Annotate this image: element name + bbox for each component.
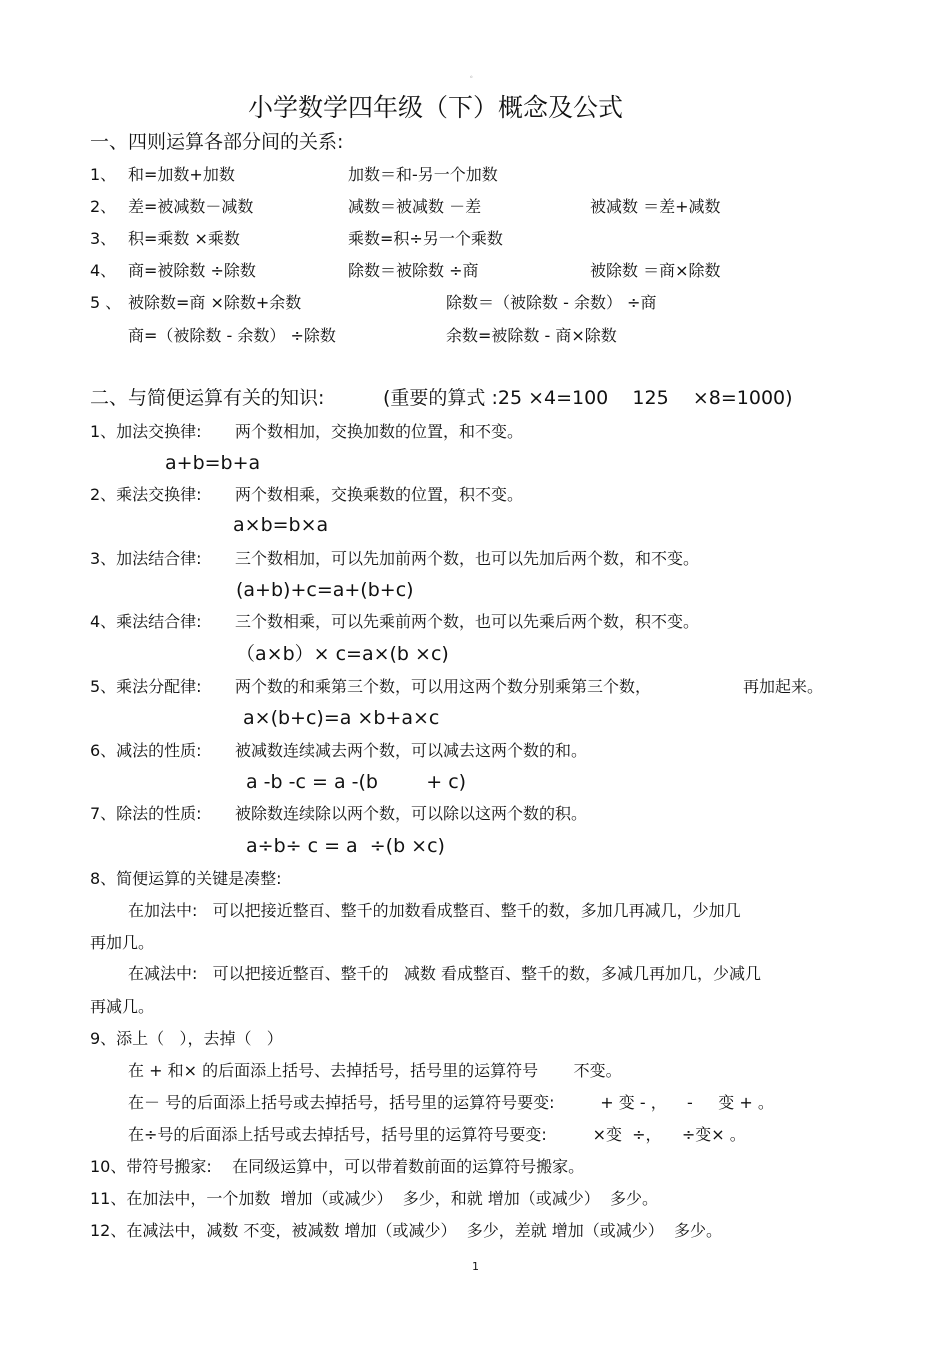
law-title: 1、加法交换律: [90, 422, 202, 441]
page-number: 1 [472, 1260, 479, 1273]
item11: 11、在加法中，一个加数 增加（或减少） 多少，和就 增加（或减少） 多少。 [90, 1189, 658, 1208]
row-number: 3、 [90, 229, 117, 248]
law-description: 两个数相加，交换加数的位置，和不变。 [235, 422, 524, 441]
law-description: 三个数相乘，可以先乘前两个数，也可以先乘后两个数，积不变。 [235, 612, 700, 631]
law-formula: (a+b)+c=a+(b+c) [236, 579, 414, 601]
formula-cell: 商=（被除数 - 余数） ÷除数 [128, 326, 336, 345]
item9-line3: 在÷号的后面添上括号或去掉括号，括号里的运算符号要变: ×变 ÷， ÷变× 。 [128, 1125, 746, 1144]
section1-heading: 一、四则运算各部分间的关系: [90, 131, 344, 153]
section2-heading: 二、与简便运算有关的知识: [90, 387, 325, 409]
law-title: 4、乘法结合律: [90, 612, 202, 631]
formula-cell: 余数=被除数 - 商×除数 [446, 326, 617, 345]
item12: 12、在减法中，减数 不变，被减数 增加（或减少） 多少，差就 增加（或减少） 多少。 [90, 1221, 722, 1240]
item8-add-line2: 再加几。 [90, 933, 155, 952]
law-title: 2、乘法交换律: [90, 485, 202, 504]
row-number: 1、 [90, 165, 117, 184]
item8-sub-line1: 在减法中: 可以把接近整百、整千的 减数 看成整百、整千的数，多减几再加几，少减几 [128, 964, 761, 983]
law-formula: a÷b÷ c = a ÷(b ×c) [246, 835, 445, 857]
row-number: 5 、 [90, 293, 122, 312]
item8-title: 8、简便运算的关键是凑整: [90, 869, 282, 888]
law-formula: a×b=b×a [233, 514, 329, 536]
law-title: 3、加法结合律: [90, 549, 202, 568]
law-description-tail: 再加起来。 [743, 677, 824, 696]
law-description: 两个数的和乘第三个数，可以用这两个数分别乘第三个数， [235, 677, 652, 696]
page-title: 小学数学四年级（下）概念及公式 [248, 93, 624, 122]
item9-line1: 在 + 和× 的后面添上括号、去掉括号，括号里的运算符号 不变。 [128, 1061, 622, 1080]
formula-cell: 被减数 ＝差+减数 [590, 197, 721, 216]
law-formula: （a×b）× c=a×(b ×c) [236, 643, 449, 665]
formula-cell: 和=加数+加数 [128, 165, 235, 184]
formula-cell: 差=被减数－减数 [128, 197, 254, 216]
formula-cell: 减数＝被减数 －差 [348, 197, 482, 216]
item10: 10、带符号搬家: 在同级运算中，可以带着数前面的运算符号搬家。 [90, 1157, 585, 1176]
law-formula: a×(b+c)=a ×b+a×c [243, 707, 440, 729]
law-title: 5、乘法分配律: [90, 677, 202, 696]
law-description: 被除数连续除以两个数，可以除以这两个数的积。 [235, 804, 588, 823]
law-description: 被减数连续减去两个数，可以减去这两个数的和。 [235, 741, 588, 760]
item9-title: 9、添上（ ），去掉（ ） [90, 1029, 283, 1048]
formula-cell: 被除数=商 ×除数+余数 [128, 293, 302, 312]
formula-cell: 商=被除数 ÷除数 [128, 261, 256, 280]
law-title: 6、减法的性质: [90, 741, 202, 760]
law-formula: a+b=b+a [165, 452, 261, 474]
item9-line2: 在－ 号的后面添上括号或去掉括号，括号里的运算符号要变: + 变 - ， - 变 + 。 [128, 1093, 774, 1112]
item8-add-line1: 在加法中: 可以把接近整百、整千的加数看成整百、整千的数，多加几再减几，少加几 [128, 901, 741, 920]
formula-cell: 除数＝（被除数 - 余数） ÷商 [446, 293, 657, 312]
important-equations: (重要的算式 :25 ×4=100 125 ×8=1000) [383, 387, 793, 409]
law-formula: a -b -c = a -(b + c) [246, 771, 467, 793]
formula-cell: 乘数=积÷另一个乘数 [348, 229, 503, 248]
formula-cell: 积=乘数 ×乘数 [128, 229, 240, 248]
row-number: 4、 [90, 261, 117, 280]
item8-sub-line2: 再减几。 [90, 997, 155, 1016]
row-number: 2、 [90, 197, 117, 216]
formula-cell: 除数＝被除数 ÷商 [348, 261, 479, 280]
top-mark: 。 [470, 71, 477, 79]
formula-cell: 被除数 ＝商×除数 [590, 261, 721, 280]
law-description: 两个数相乘，交换乘数的位置，积不变。 [235, 485, 524, 504]
law-description: 三个数相加，可以先加前两个数，也可以先加后两个数，和不变。 [235, 549, 700, 568]
law-title: 7、除法的性质: [90, 804, 202, 823]
formula-cell: 加数＝和-另一个加数 [348, 165, 498, 184]
